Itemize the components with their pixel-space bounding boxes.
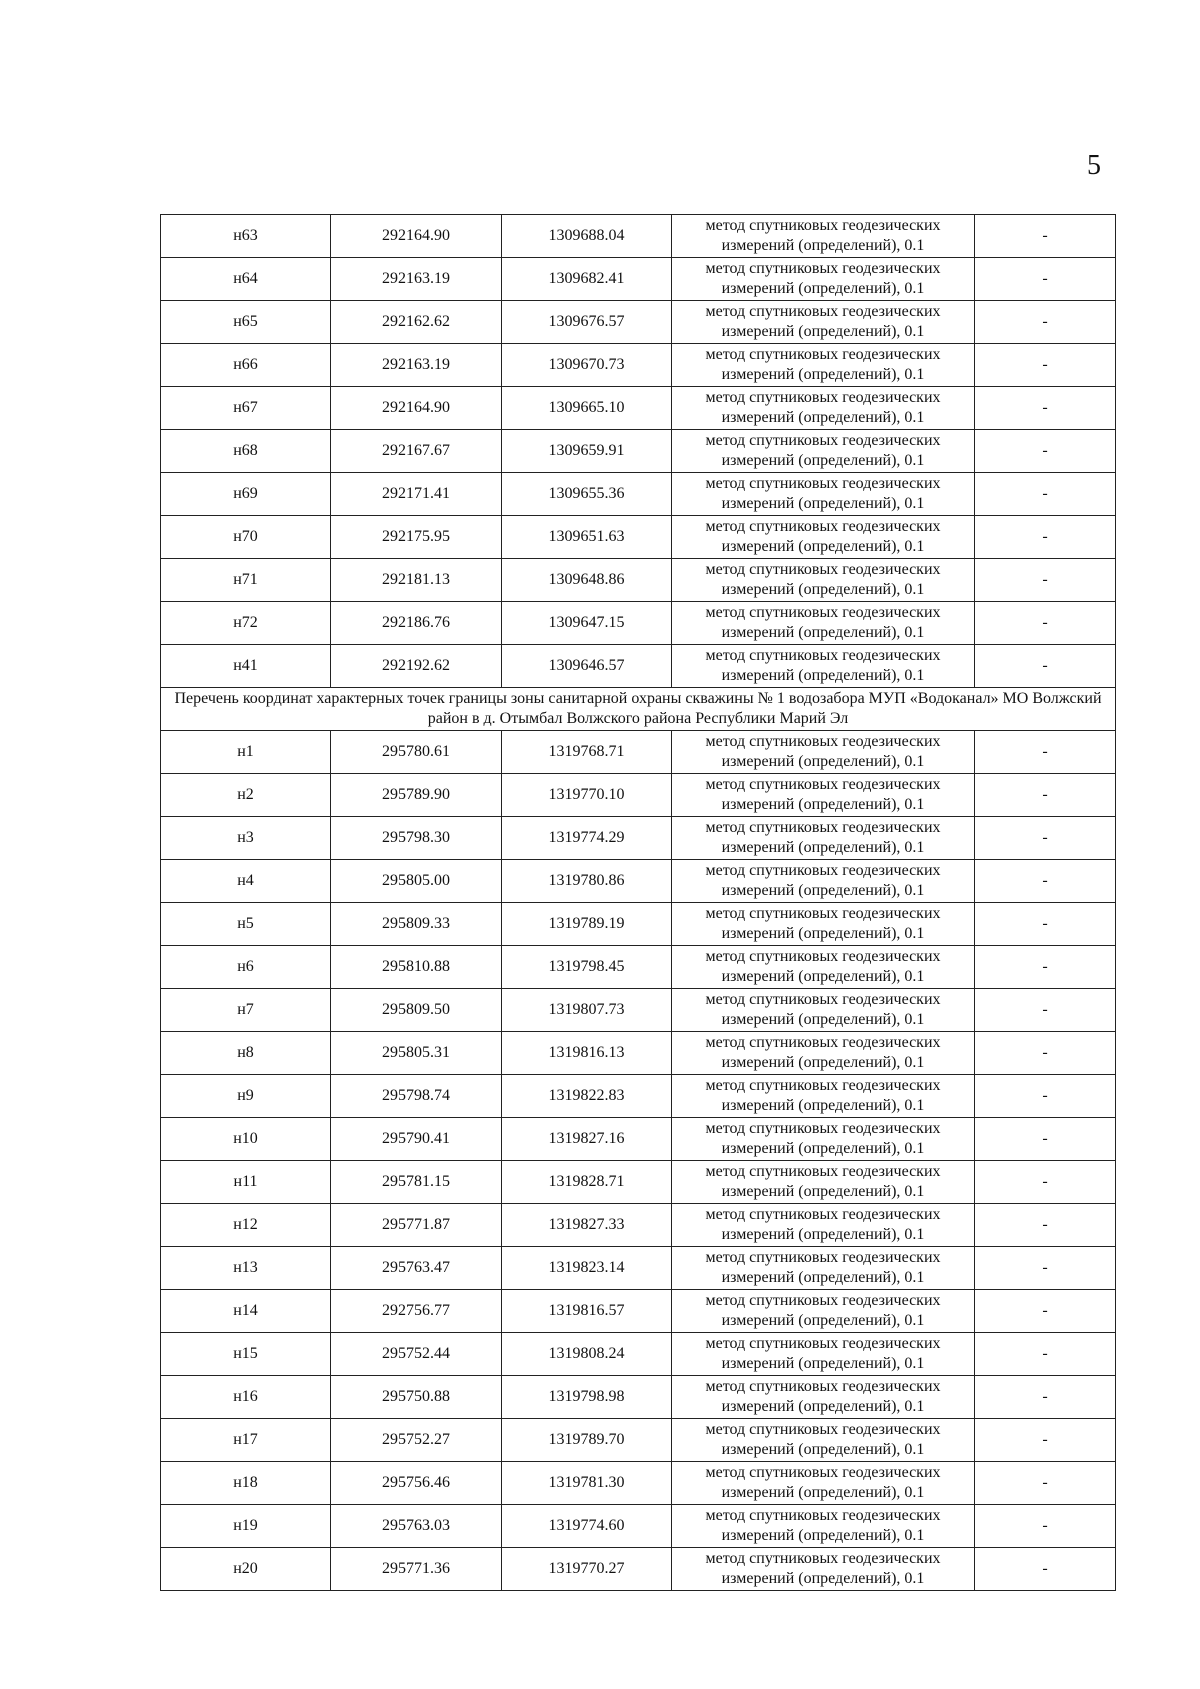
- point-id-cell: н65: [161, 301, 331, 344]
- method-cell: метод спутниковых геодезических измерений (определений), 0.1: [672, 602, 975, 645]
- y-coordinate-cell: 1319808.24: [502, 1333, 672, 1376]
- point-id-cell: н11: [161, 1161, 331, 1204]
- point-id-cell: н10: [161, 1118, 331, 1161]
- y-coordinate-cell: 1309648.86: [502, 559, 672, 602]
- point-id-cell: н67: [161, 387, 331, 430]
- method-cell: метод спутниковых геодезических измерений (определений), 0.1: [672, 645, 975, 688]
- note-cell: -: [975, 1161, 1116, 1204]
- section-heading-row: [161, 688, 1116, 731]
- method-cell: метод спутниковых геодезических измерений (определений), 0.1: [672, 817, 975, 860]
- point-id-cell: н71: [161, 559, 331, 602]
- table-row: [161, 602, 1116, 645]
- note-cell: -: [975, 602, 1116, 645]
- method-cell: метод спутниковых геодезических измерений (определений), 0.1: [672, 1462, 975, 1505]
- y-coordinate-cell: 1319816.57: [502, 1290, 672, 1333]
- y-coordinate-cell: 1309676.57: [502, 301, 672, 344]
- note-cell: -: [975, 1419, 1116, 1462]
- point-id-cell: н1: [161, 731, 331, 774]
- method-cell: метод спутниковых геодезических измерений (определений), 0.1: [672, 1204, 975, 1247]
- method-cell: метод спутниковых геодезических измерений (определений), 0.1: [672, 473, 975, 516]
- table-row: [161, 559, 1116, 602]
- x-coordinate-cell: 295805.31: [331, 1032, 502, 1075]
- method-cell: метод спутниковых геодезических измерений (определений), 0.1: [672, 1290, 975, 1333]
- y-coordinate-cell: 1309665.10: [502, 387, 672, 430]
- x-coordinate-cell: 292171.41: [331, 473, 502, 516]
- y-coordinate-cell: 1319770.10: [502, 774, 672, 817]
- note-cell: -: [975, 946, 1116, 989]
- method-cell: метод спутниковых геодезических измерений (определений), 0.1: [672, 989, 975, 1032]
- y-coordinate-cell: 1319827.33: [502, 1204, 672, 1247]
- x-coordinate-cell: 295771.36: [331, 1548, 502, 1591]
- table-row: [161, 989, 1116, 1032]
- point-id-cell: н63: [161, 215, 331, 258]
- x-coordinate-cell: 292181.13: [331, 559, 502, 602]
- point-id-cell: н69: [161, 473, 331, 516]
- note-cell: -: [975, 645, 1116, 688]
- y-coordinate-cell: 1319807.73: [502, 989, 672, 1032]
- method-cell: метод спутниковых геодезических измерений (определений), 0.1: [672, 1419, 975, 1462]
- table-row: [161, 215, 1116, 258]
- table-row: [161, 1247, 1116, 1290]
- table-row: [161, 387, 1116, 430]
- x-coordinate-cell: 292192.62: [331, 645, 502, 688]
- x-coordinate-cell: 295805.00: [331, 860, 502, 903]
- x-coordinate-cell: 295752.27: [331, 1419, 502, 1462]
- method-cell: метод спутниковых геодезических измерений (определений), 0.1: [672, 1333, 975, 1376]
- point-id-cell: н14: [161, 1290, 331, 1333]
- table-row: [161, 516, 1116, 559]
- table-row: [161, 1032, 1116, 1075]
- y-coordinate-cell: 1309682.41: [502, 258, 672, 301]
- x-coordinate-cell: 295756.46: [331, 1462, 502, 1505]
- point-id-cell: н18: [161, 1462, 331, 1505]
- point-id-cell: н5: [161, 903, 331, 946]
- page-number: 5: [1087, 150, 1101, 181]
- method-cell: метод спутниковых геодезических измерений (определений), 0.1: [672, 301, 975, 344]
- table-row: [161, 1333, 1116, 1376]
- method-cell: метод спутниковых геодезических измерений (определений), 0.1: [672, 1505, 975, 1548]
- table-row: [161, 645, 1116, 688]
- point-id-cell: н41: [161, 645, 331, 688]
- method-cell: метод спутниковых геодезических измерений (определений), 0.1: [672, 1247, 975, 1290]
- x-coordinate-cell: 292163.19: [331, 258, 502, 301]
- point-id-cell: н20: [161, 1548, 331, 1591]
- method-cell: метод спутниковых геодезических измерений (определений), 0.1: [672, 1118, 975, 1161]
- method-cell: метод спутниковых геодезических измерений (определений), 0.1: [672, 860, 975, 903]
- point-id-cell: н64: [161, 258, 331, 301]
- section-heading: Перечень координат характерных точек границы зоны санитарной охраны скважины № 1 водозабора МУП «Водоканал» МО Волжский район в д. Отымбал Волжского района Республики Марий Эл: [161, 688, 1116, 731]
- point-id-cell: н6: [161, 946, 331, 989]
- method-cell: метод спутниковых геодезических измерений (определений), 0.1: [672, 559, 975, 602]
- note-cell: -: [975, 817, 1116, 860]
- point-id-cell: н13: [161, 1247, 331, 1290]
- note-cell: -: [975, 1075, 1116, 1118]
- x-coordinate-cell: 295750.88: [331, 1376, 502, 1419]
- y-coordinate-cell: 1319781.30: [502, 1462, 672, 1505]
- note-cell: -: [975, 430, 1116, 473]
- table-row: [161, 1161, 1116, 1204]
- table-row: [161, 1290, 1116, 1333]
- point-id-cell: н2: [161, 774, 331, 817]
- point-id-cell: н68: [161, 430, 331, 473]
- y-coordinate-cell: 1319774.29: [502, 817, 672, 860]
- x-coordinate-cell: 292164.90: [331, 387, 502, 430]
- point-id-cell: н12: [161, 1204, 331, 1247]
- method-cell: метод спутниковых геодезических измерений (определений), 0.1: [672, 258, 975, 301]
- x-coordinate-cell: 295810.88: [331, 946, 502, 989]
- y-coordinate-cell: 1309688.04: [502, 215, 672, 258]
- note-cell: -: [975, 1247, 1116, 1290]
- method-cell: метод спутниковых геодезических измерений (определений), 0.1: [672, 387, 975, 430]
- point-id-cell: н3: [161, 817, 331, 860]
- method-cell: метод спутниковых геодезических измерений (определений), 0.1: [672, 215, 975, 258]
- y-coordinate-cell: 1319770.27: [502, 1548, 672, 1591]
- x-coordinate-cell: 295798.30: [331, 817, 502, 860]
- point-id-cell: н15: [161, 1333, 331, 1376]
- note-cell: -: [975, 301, 1116, 344]
- note-cell: -: [975, 516, 1116, 559]
- x-coordinate-cell: 292756.77: [331, 1290, 502, 1333]
- table-row: [161, 344, 1116, 387]
- x-coordinate-cell: 292167.67: [331, 430, 502, 473]
- note-cell: -: [975, 559, 1116, 602]
- y-coordinate-cell: 1319774.60: [502, 1505, 672, 1548]
- note-cell: -: [975, 1032, 1116, 1075]
- point-id-cell: н8: [161, 1032, 331, 1075]
- note-cell: -: [975, 1548, 1116, 1591]
- table-row: [161, 1548, 1116, 1591]
- note-cell: -: [975, 989, 1116, 1032]
- table-row: [161, 731, 1116, 774]
- x-coordinate-cell: 292186.76: [331, 602, 502, 645]
- table-row: [161, 1505, 1116, 1548]
- y-coordinate-cell: 1309659.91: [502, 430, 672, 473]
- x-coordinate-cell: 292162.62: [331, 301, 502, 344]
- method-cell: метод спутниковых геодезических измерений (определений), 0.1: [672, 430, 975, 473]
- y-coordinate-cell: 1319822.83: [502, 1075, 672, 1118]
- point-id-cell: н19: [161, 1505, 331, 1548]
- note-cell: -: [975, 215, 1116, 258]
- note-cell: -: [975, 1505, 1116, 1548]
- point-id-cell: н17: [161, 1419, 331, 1462]
- coordinates-table: [160, 214, 1116, 1591]
- note-cell: -: [975, 387, 1116, 430]
- point-id-cell: н7: [161, 989, 331, 1032]
- table-row: [161, 1075, 1116, 1118]
- x-coordinate-cell: 295763.03: [331, 1505, 502, 1548]
- note-cell: -: [975, 1204, 1116, 1247]
- note-cell: -: [975, 1462, 1116, 1505]
- x-coordinate-cell: 295790.41: [331, 1118, 502, 1161]
- y-coordinate-cell: 1309670.73: [502, 344, 672, 387]
- y-coordinate-cell: 1309651.63: [502, 516, 672, 559]
- table-body-after: [161, 731, 1116, 1591]
- point-id-cell: н70: [161, 516, 331, 559]
- y-coordinate-cell: 1319798.45: [502, 946, 672, 989]
- table-row: [161, 946, 1116, 989]
- y-coordinate-cell: 1309646.57: [502, 645, 672, 688]
- table-row: [161, 1376, 1116, 1419]
- y-coordinate-cell: 1319827.16: [502, 1118, 672, 1161]
- x-coordinate-cell: 295798.74: [331, 1075, 502, 1118]
- method-cell: метод спутниковых геодезических измерений (определений), 0.1: [672, 946, 975, 989]
- method-cell: метод спутниковых геодезических измерений (определений), 0.1: [672, 903, 975, 946]
- method-cell: метод спутниковых геодезических измерений (определений), 0.1: [672, 1075, 975, 1118]
- note-cell: -: [975, 473, 1116, 516]
- y-coordinate-cell: 1309647.15: [502, 602, 672, 645]
- table-row: [161, 258, 1116, 301]
- x-coordinate-cell: 295752.44: [331, 1333, 502, 1376]
- table-row: [161, 860, 1116, 903]
- x-coordinate-cell: 295809.33: [331, 903, 502, 946]
- x-coordinate-cell: 295771.87: [331, 1204, 502, 1247]
- x-coordinate-cell: 292164.90: [331, 215, 502, 258]
- y-coordinate-cell: 1319816.13: [502, 1032, 672, 1075]
- method-cell: метод спутниковых геодезических измерений (определений), 0.1: [672, 1032, 975, 1075]
- point-id-cell: н9: [161, 1075, 331, 1118]
- x-coordinate-cell: 292163.19: [331, 344, 502, 387]
- x-coordinate-cell: 292175.95: [331, 516, 502, 559]
- method-cell: метод спутниковых геодезических измерений (определений), 0.1: [672, 1548, 975, 1591]
- note-cell: -: [975, 903, 1116, 946]
- method-cell: метод спутниковых геодезических измерений (определений), 0.1: [672, 344, 975, 387]
- table-row: [161, 774, 1116, 817]
- note-cell: -: [975, 258, 1116, 301]
- point-id-cell: н4: [161, 860, 331, 903]
- note-cell: -: [975, 1376, 1116, 1419]
- table-row: [161, 473, 1116, 516]
- method-cell: метод спутниковых геодезических измерений (определений), 0.1: [672, 731, 975, 774]
- point-id-cell: н66: [161, 344, 331, 387]
- x-coordinate-cell: 295789.90: [331, 774, 502, 817]
- y-coordinate-cell: 1319789.70: [502, 1419, 672, 1462]
- note-cell: -: [975, 1333, 1116, 1376]
- table-row: [161, 1462, 1116, 1505]
- x-coordinate-cell: 295763.47: [331, 1247, 502, 1290]
- x-coordinate-cell: 295781.15: [331, 1161, 502, 1204]
- note-cell: -: [975, 774, 1116, 817]
- note-cell: -: [975, 731, 1116, 774]
- table-row: [161, 1419, 1116, 1462]
- y-coordinate-cell: 1319828.71: [502, 1161, 672, 1204]
- table-row: [161, 1118, 1116, 1161]
- table-row: [161, 1204, 1116, 1247]
- table-row: [161, 301, 1116, 344]
- y-coordinate-cell: 1319780.86: [502, 860, 672, 903]
- table-row: [161, 430, 1116, 473]
- note-cell: -: [975, 1118, 1116, 1161]
- x-coordinate-cell: 295780.61: [331, 731, 502, 774]
- y-coordinate-cell: 1309655.36: [502, 473, 672, 516]
- point-id-cell: н16: [161, 1376, 331, 1419]
- method-cell: метод спутниковых геодезических измерений (определений), 0.1: [672, 1161, 975, 1204]
- note-cell: -: [975, 1290, 1116, 1333]
- method-cell: метод спутниковых геодезических измерений (определений), 0.1: [672, 774, 975, 817]
- point-id-cell: н72: [161, 602, 331, 645]
- x-coordinate-cell: 295809.50: [331, 989, 502, 1032]
- note-cell: -: [975, 860, 1116, 903]
- method-cell: метод спутниковых геодезических измерений (определений), 0.1: [672, 516, 975, 559]
- section-heading-body: [161, 688, 1116, 731]
- y-coordinate-cell: 1319768.71: [502, 731, 672, 774]
- y-coordinate-cell: 1319798.98: [502, 1376, 672, 1419]
- y-coordinate-cell: 1319789.19: [502, 903, 672, 946]
- method-cell: метод спутниковых геодезических измерений (определений), 0.1: [672, 1376, 975, 1419]
- table-row: [161, 817, 1116, 860]
- note-cell: -: [975, 344, 1116, 387]
- y-coordinate-cell: 1319823.14: [502, 1247, 672, 1290]
- table-body-before: [161, 215, 1116, 688]
- table-row: [161, 903, 1116, 946]
